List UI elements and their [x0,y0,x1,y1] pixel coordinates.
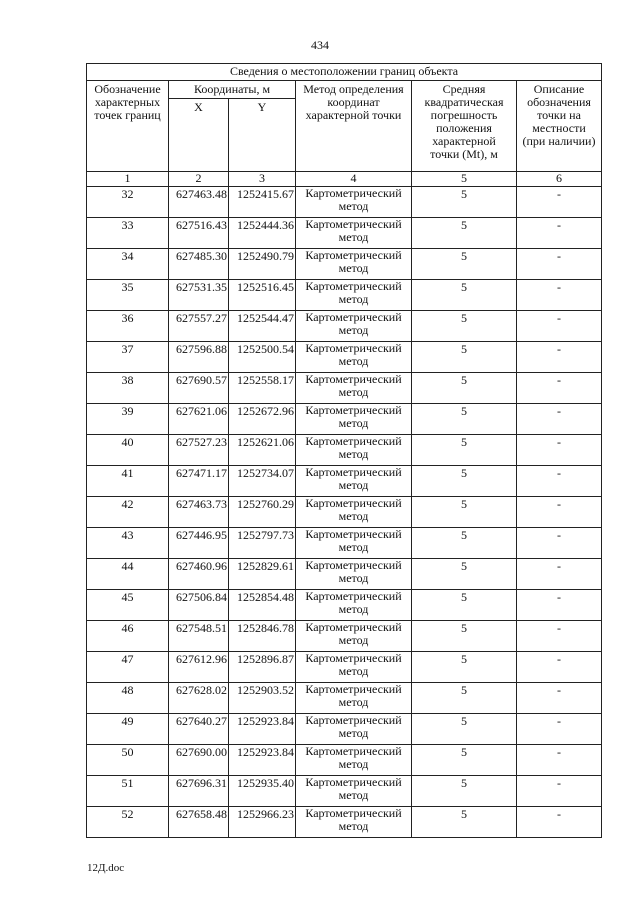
description-cell: - [517,559,602,590]
x-coordinate-cell: 627531.35 [169,280,229,311]
error-cell: 5 [412,683,517,714]
point-cell: 46 [87,621,169,652]
y-coordinate-cell: 1252760.29 [229,497,296,528]
point-cell: 49 [87,714,169,745]
method-line: Картометрический [305,806,402,820]
method-line: Картометрический [305,496,402,510]
x-coordinate-cell: 627548.51 [169,621,229,652]
header-y: Y [229,99,296,172]
description-cell: - [517,807,602,838]
method-cell [296,714,412,745]
method-cell [296,373,412,404]
method-line: Картометрический [305,217,402,231]
description-cell: - [517,187,602,218]
description-cell: - [517,218,602,249]
header-description-line: обозначения [527,95,591,109]
table-row [87,621,602,652]
method-line: метод [338,602,369,616]
error-cell: 5 [412,559,517,590]
method-line: Картометрический [305,248,402,262]
column-number: 6 [517,172,602,187]
header-error-line: положения [436,121,492,135]
x-coordinate-cell: 627460.96 [169,559,229,590]
header-error-line: Средняя [442,82,486,96]
method-line: Картометрический [305,310,402,324]
error-cell: 5 [412,311,517,342]
method-line: Картометрический [305,682,402,696]
description-cell: - [517,652,602,683]
table-row [87,466,602,497]
header-method-line: координат [327,95,380,109]
point-cell: 32 [87,187,169,218]
header-x: X [169,99,229,172]
method-cell [296,218,412,249]
description-cell: - [517,714,602,745]
method-cell [296,342,412,373]
x-coordinate-cell: 627628.02 [169,683,229,714]
x-coordinate-cell: 627471.17 [169,466,229,497]
method-line: Картометрический [305,744,402,758]
boundary-coordinates-table [86,63,602,838]
y-coordinate-cell: 1252854.48 [229,590,296,621]
method-line: метод [338,478,369,492]
description-cell: - [517,776,602,807]
y-coordinate-cell: 1252490.79 [229,249,296,280]
point-cell: 33 [87,218,169,249]
header-method [296,81,412,172]
error-cell: 5 [412,714,517,745]
header-error-line: погрешность [430,108,498,122]
method-line: Картометрический [305,589,402,603]
point-cell: 43 [87,528,169,559]
method-cell [296,528,412,559]
error-cell: 5 [412,590,517,621]
method-line: метод [338,447,369,461]
point-cell: 51 [87,776,169,807]
method-line: Картометрический [305,620,402,634]
method-cell [296,466,412,497]
error-cell: 5 [412,373,517,404]
y-coordinate-cell: 1252829.61 [229,559,296,590]
table-row [87,559,602,590]
header-point-line: точек границ [94,108,161,122]
column-number: 5 [412,172,517,187]
table-row [87,714,602,745]
point-cell: 47 [87,652,169,683]
method-line: Картометрический [305,186,402,200]
table-row [87,373,602,404]
method-line: метод [338,540,369,554]
file-name-footer: 12Д.doc [87,862,125,874]
x-coordinate-cell: 627506.84 [169,590,229,621]
method-cell [296,435,412,466]
y-coordinate-cell: 1252903.52 [229,683,296,714]
method-line: Картометрический [305,558,402,572]
column-number: 2 [169,172,229,187]
y-coordinate-cell: 1252672.96 [229,404,296,435]
header-point-line: Обозначение [94,82,161,96]
header-description-line: точки на [537,108,581,122]
y-coordinate-cell: 1252896.87 [229,652,296,683]
y-coordinate-cell: 1252935.40 [229,776,296,807]
error-cell: 5 [412,435,517,466]
description-cell: - [517,497,602,528]
method-line: Картометрический [305,403,402,417]
error-cell: 5 [412,187,517,218]
method-line: Картометрический [305,713,402,727]
point-cell: 39 [87,404,169,435]
error-cell: 5 [412,528,517,559]
header-point-line: характерных [94,95,161,109]
method-cell [296,497,412,528]
description-cell: - [517,249,602,280]
table-row [87,218,602,249]
column-number: 4 [296,172,412,187]
point-cell: 40 [87,435,169,466]
table-row [87,776,602,807]
table-row [87,683,602,714]
error-cell: 5 [412,280,517,311]
x-coordinate-cell: 627557.27 [169,311,229,342]
method-cell [296,249,412,280]
table-row [87,807,602,838]
description-cell: - [517,342,602,373]
point-cell: 41 [87,466,169,497]
header-error-line: характерной [432,134,496,148]
header-error [412,81,517,172]
method-line: метод [338,354,369,368]
point-cell: 37 [87,342,169,373]
description-cell: - [517,311,602,342]
y-coordinate-cell: 1252415.67 [229,187,296,218]
table-row [87,311,602,342]
x-coordinate-cell: 627446.95 [169,528,229,559]
description-cell: - [517,373,602,404]
table-row [87,404,602,435]
method-line: метод [338,385,369,399]
y-coordinate-cell: 1252923.84 [229,745,296,776]
table-row [87,528,602,559]
error-cell: 5 [412,621,517,652]
description-cell: - [517,745,602,776]
description-cell: - [517,466,602,497]
header-point [87,81,169,172]
error-cell: 5 [412,249,517,280]
point-cell: 35 [87,280,169,311]
y-coordinate-cell: 1252966.23 [229,807,296,838]
point-cell: 38 [87,373,169,404]
method-cell [296,621,412,652]
error-cell: 5 [412,652,517,683]
y-coordinate-cell: 1252558.17 [229,373,296,404]
method-line: метод [338,664,369,678]
method-line: Картометрический [305,651,402,665]
x-coordinate-cell: 627463.48 [169,187,229,218]
method-cell [296,652,412,683]
x-coordinate-cell: 627621.06 [169,404,229,435]
method-line: Картометрический [305,434,402,448]
description-cell: - [517,435,602,466]
method-line: метод [338,571,369,585]
method-cell [296,683,412,714]
method-cell [296,187,412,218]
description-cell: - [517,683,602,714]
table-row [87,280,602,311]
method-cell [296,590,412,621]
header-description-line: Описание [533,82,585,96]
x-coordinate-cell: 627690.57 [169,373,229,404]
table-row [87,187,602,218]
point-cell: 44 [87,559,169,590]
page-number: 434 [311,38,329,52]
x-coordinate-cell: 627640.27 [169,714,229,745]
method-cell [296,280,412,311]
description-cell: - [517,590,602,621]
method-cell [296,807,412,838]
error-cell: 5 [412,807,517,838]
header-method-line: Метод определения [303,82,404,96]
description-cell: - [517,280,602,311]
x-coordinate-cell: 627527.23 [169,435,229,466]
method-line: метод [338,261,369,275]
point-cell: 52 [87,807,169,838]
y-coordinate-cell: 1252500.54 [229,342,296,373]
method-line: Картометрический [305,527,402,541]
method-cell [296,745,412,776]
y-coordinate-cell: 1252734.07 [229,466,296,497]
method-line: Картометрический [305,279,402,293]
point-cell: 45 [87,590,169,621]
method-line: метод [338,757,369,771]
y-coordinate-cell: 1252797.73 [229,528,296,559]
method-line: метод [338,230,369,244]
table-row [87,435,602,466]
y-coordinate-cell: 1252621.06 [229,435,296,466]
y-coordinate-cell: 1252846.78 [229,621,296,652]
error-cell: 5 [412,497,517,528]
y-coordinate-cell: 1252444.36 [229,218,296,249]
method-line: метод [338,726,369,740]
table-row [87,497,602,528]
x-coordinate-cell: 627690.00 [169,745,229,776]
x-coordinate-cell: 627696.31 [169,776,229,807]
method-cell [296,404,412,435]
method-cell [296,311,412,342]
x-coordinate-cell: 627516.43 [169,218,229,249]
y-coordinate-cell: 1252516.45 [229,280,296,311]
method-line: метод [338,416,369,430]
header-error-line: точки (Mt), м [430,147,498,161]
error-cell: 5 [412,466,517,497]
error-cell: 5 [412,342,517,373]
method-line: Картометрический [305,465,402,479]
method-line: Картометрический [305,341,402,355]
point-cell: 48 [87,683,169,714]
method-line: Картометрический [305,372,402,386]
column-number: 3 [229,172,296,187]
header-method-line: характерной точки [305,108,402,122]
table-row [87,249,602,280]
table-body [87,187,602,838]
table-row [87,342,602,373]
point-cell: 36 [87,311,169,342]
header-coordinates: Координаты, м [169,81,296,99]
error-cell: 5 [412,404,517,435]
method-cell [296,776,412,807]
error-cell: 5 [412,776,517,807]
method-line: метод [338,819,369,833]
method-line: метод [338,633,369,647]
table-title: Сведения о местоположении границ объекта [87,64,602,81]
x-coordinate-cell: 627596.88 [169,342,229,373]
point-cell: 50 [87,745,169,776]
table-row [87,745,602,776]
description-cell: - [517,621,602,652]
point-cell: 34 [87,249,169,280]
description-cell: - [517,528,602,559]
x-coordinate-cell: 627485.30 [169,249,229,280]
header-error-line: квадратическая [424,95,504,109]
column-number: 1 [87,172,169,187]
table-row [87,590,602,621]
error-cell: 5 [412,745,517,776]
description-cell: - [517,404,602,435]
header-description-line: местности [532,121,586,135]
point-cell: 42 [87,497,169,528]
method-line: метод [338,323,369,337]
y-coordinate-cell: 1252544.47 [229,311,296,342]
method-line: метод [338,788,369,802]
method-line: метод [338,509,369,523]
method-line: метод [338,695,369,709]
method-line: метод [338,199,369,213]
method-line: Картометрический [305,775,402,789]
x-coordinate-cell: 627463.73 [169,497,229,528]
table-row [87,652,602,683]
x-coordinate-cell: 627658.48 [169,807,229,838]
header-description-line: (при наличии) [522,134,596,148]
method-cell [296,559,412,590]
y-coordinate-cell: 1252923.84 [229,714,296,745]
header-description [517,81,602,172]
x-coordinate-cell: 627612.96 [169,652,229,683]
method-line: метод [338,292,369,306]
error-cell: 5 [412,218,517,249]
